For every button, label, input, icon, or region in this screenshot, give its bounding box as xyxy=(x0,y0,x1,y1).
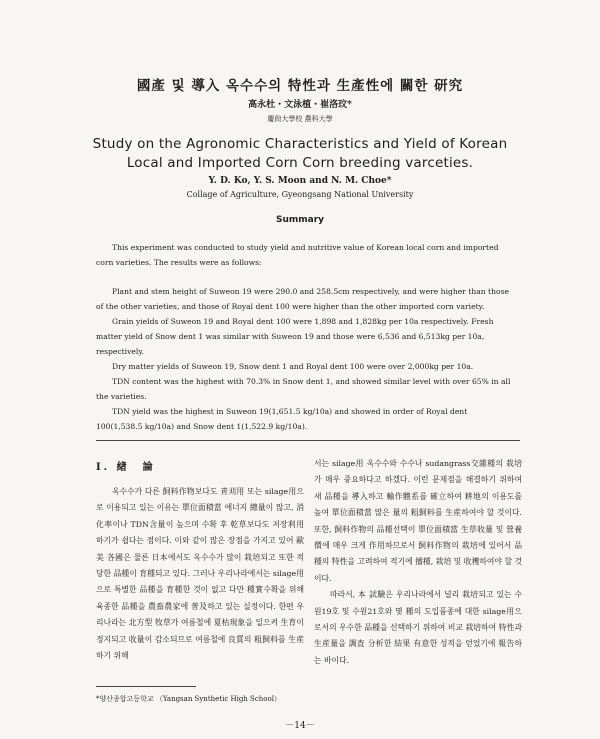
page-number: －14－ xyxy=(285,721,315,731)
korean-title: 國產 및 導入 옥수수의 特性과 生產性에 關한 研究 xyxy=(136,78,464,94)
summary-intro xyxy=(96,240,516,270)
body-paragraph: 서는 silage用 옥수수와 수수나 sudangrass交雜種의 栽培가 매우 중요하다고 하겠다. 이런 문제점을 해결하기 위하여 새 品種을 導入하고 輸作體系를 確立하여 耕地의 이용도를 높여 單位面積當 많은 量의 粗飼料를 生産하여야 할 것이다. 또한, 飼料作物의 品種선택이 單位面積當 生草收量 및 營養價에 매우 크게 作用하므로서 飼料作物의 栽培에 있어서 品種의 特性을 고려하여 적기에 播種, 栽培 및 收穫하여야 할 것이다. xyxy=(314,459,522,583)
body-paragraph: 옥수수가 다른 飼料作物보다도 靑刈用 또는 silage用으로 이용되고 있는 이유는 單位面積當 에너지 總量이 많고, 消化率이나 TDN含量이 높으며 수확 후 乾草보다도 저장利用하기가 쉽다는 점이다. 이와 같이 많은 장점을 가지고 있어 歐美 各國은 물론 日本에서도 옥수수가 많이 栽培되고 또한 적당한 品種이 育種되고 있다. 그러나 우리나라에서는 silage用으로 특별한 品種을 育種한 것이 없고 다만 種實수확을 위해 육종한 品種을 農畜農家에 普及하고 있는 실정이다. 한편 우리나라는 北方型 牧草가 여름철에 夏枯現象을 일으켜 生育이 정지되고 收量이 감소되므로 여름철에 良質의 粗飼料를 生産하기 위해 xyxy=(96,487,304,661)
body-paragraph: 따라서, 本 試驗은 우리나라에서 널리 栽培되고 있는 수원19호 및 수원21호와 몇 種의 도입품종에 대한 silage用으로서의 우수한 品種을 선택하기 위하여 비교 栽培하여 特性과 生産量을 調査 分析한 結果 有意한 성적을 얻었기에 報告하는 바이다. xyxy=(314,590,522,665)
english-authors: Y. D. Ko, Y. S. Moon and N. M. Choe* xyxy=(208,176,392,186)
summary-paragraph: Grain yields of Suweon 19 and Royal dent 100 were 1,898 and 1,828kg per 10a respectively. Fresh matter yield of Snow dent 1 was similar with Suweon 19 and those were 6,536 and 6,513kg per 10a, respectively. xyxy=(96,317,494,356)
summary-paragraph: This experiment was conducted to study yield and nutritive value of Korean local corn and imported corn varieties. The results were as follows: xyxy=(96,243,499,267)
english-affiliation: Collage of Agriculture, Gyeongsang National University xyxy=(186,190,414,199)
summary-paragraph: TDN content was the highest with 70.3% in Snow dent 1, and showed similar level with over 65% in all the varieties. xyxy=(96,377,511,401)
summary-paragraph: Dry matter yields of Suweon 19, Snow dent 1 and Royal dent 100 were over 2,000kg per 10a. xyxy=(112,362,474,371)
english-title xyxy=(0,135,600,173)
summary-results xyxy=(96,284,516,434)
english-title-line2: Local and Imported Corn Corn breeding varceties. xyxy=(126,155,474,171)
english-title-line1: Study on the Agronomic Characteristics and Yield of Korean xyxy=(92,136,508,152)
footnote-rule xyxy=(96,686,196,687)
body-column-left xyxy=(96,484,304,664)
section-divider xyxy=(96,440,520,441)
summary-heading: Summary xyxy=(275,215,325,225)
summary-paragraph: Plant and stem height of Suweon 19 were 290.0 and 258.5cm respectively, and were higher than those of the other varieties, and those of Royal dent 100 were higher than the other imported corn variety. xyxy=(96,287,509,311)
body-column-right xyxy=(314,456,522,669)
summary-paragraph: TDN yield was the highest in Suweon 19(1,651.5 kg/10a) and showed in order of Royal dent 100(1,538.5 kg/10a) and Snow dent 1(1,522.9 kg/10a). xyxy=(96,407,468,431)
footnote: *양산종합고등학교 （Yangsan Synthetic High School） xyxy=(96,695,281,703)
section-heading: Ⅰ. 緖 論 xyxy=(96,462,156,473)
korean-affiliation: 慶尙大學校 農科大學 xyxy=(267,115,333,123)
korean-authors: 高永杜・文泳植・崔洛玟* xyxy=(248,100,352,110)
